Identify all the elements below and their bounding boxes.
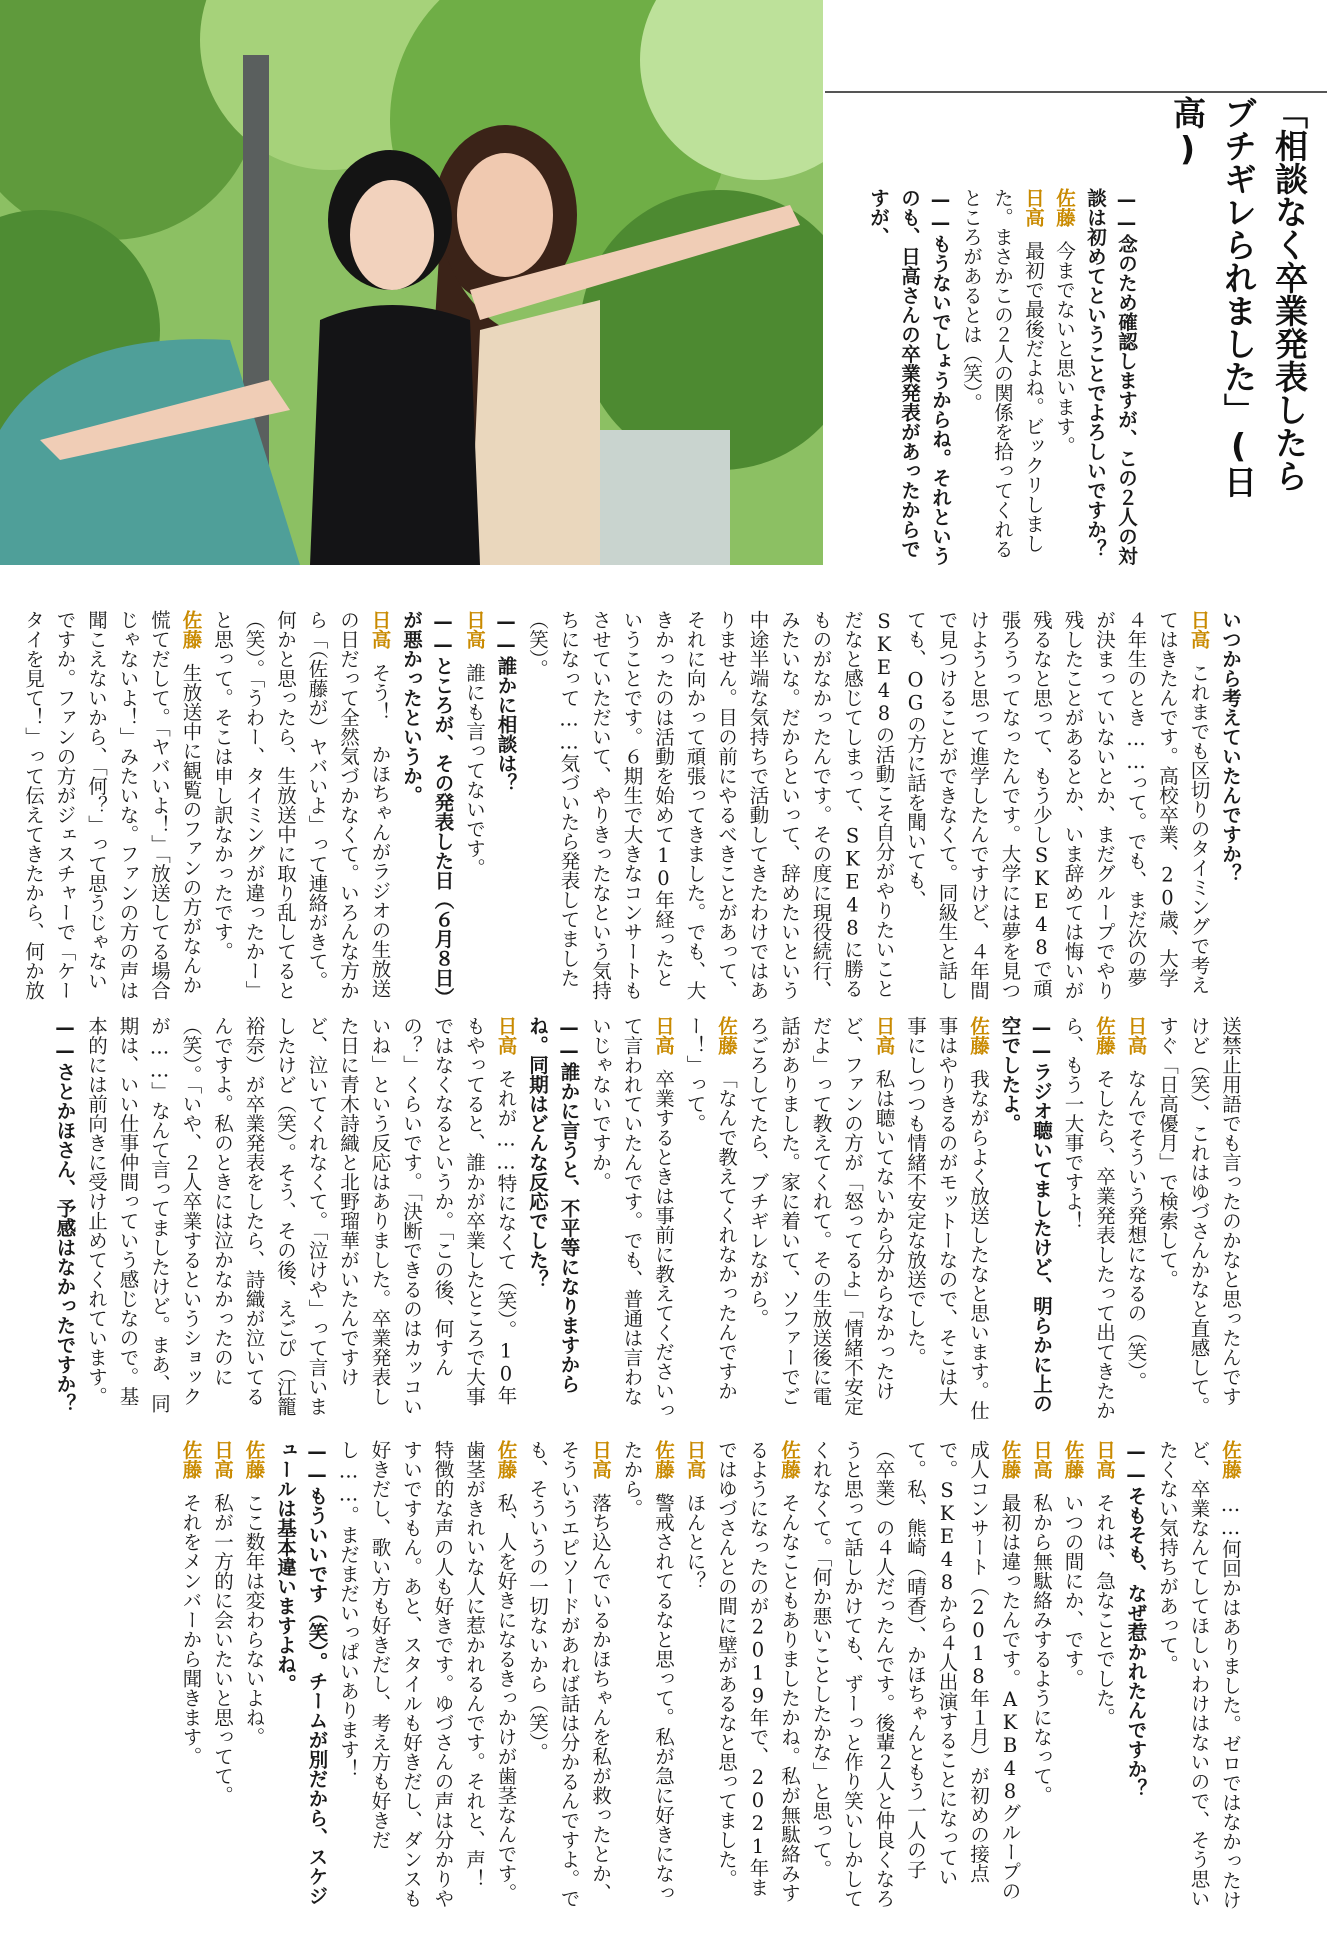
body-tier-3 — [78, 1440, 1246, 1910]
paragraph — [956, 188, 1049, 568]
photo — [0, 0, 823, 565]
speech-text: 私、人を好きになるきっかけが歯茎なんです。歯茎がきれいな人に惹かれるんです。それと、声！ 特徴的な声の人も好きです。ゆづさんの声は分かりやすいですもん。あと、スタイルも好きだし、ダンスも好きだし、歌い方も好きだし、考え方も好きだし……。まだまだいっぱいあります！ — [337, 1440, 518, 1908]
paragraph: 送禁止用語でも言ったのかなと思ったんですけど（笑）、これはゆづさんかなと直感して。すぐ「日高優月」で検索して。 — [1156, 1016, 1242, 1416]
paragraph — [238, 1440, 270, 1910]
speaker-label: 佐藤 — [967, 1016, 990, 1055]
paragraph — [616, 1440, 679, 1910]
paragraph — [805, 1440, 1026, 1910]
speech-text: それが……特になくて（笑）。10年もやってると、誰かが卒業したところで大事ではなくなるというか。「この後、何すんの？」くらいです。「決断できるのはカッコいいね」という反応はありました。卒業発表した日に青木詩織と北野瑠華がいたんですけど、泣いてくれなくて。「泣けや」って言いましたけど（笑）。そう、その後、えごぴ（江籠裕奈）が卒業発表をしたら、詩織が泣いてるんですよ。私のときには泣かなかったのに（笑）。「いや、２人卒業するというショックが……」なんて言ってましたけど。まあ、同期は、いい仕事仲間っていう感じなので。基本的には前向きに受け止めてくれています。 — [85, 1016, 518, 1416]
speaker-label: 佐藤 — [652, 1440, 675, 1479]
paragraph — [1049, 188, 1080, 568]
question: ——そもそも、なぜ惹かれたんですか？ — [1124, 1440, 1148, 1798]
speaker-label: 佐藤 — [494, 1440, 518, 1479]
speaker-label: 佐藤 — [778, 1440, 801, 1479]
speaker-label: 日高 — [872, 1016, 896, 1055]
speaker-label: 佐藤 — [242, 1440, 266, 1479]
paragraph — [679, 1440, 711, 1910]
question: ——さとかほさん、予感はなかったですか？ — [53, 1016, 77, 1413]
paragraph — [1057, 1440, 1089, 1910]
speech-text: ……何回かはありました。ゼロではなかったけど、卒業なんてしてほしいわけはないので、そう思いたくない気持ちがあって。 — [1156, 1440, 1242, 1910]
body-tier-1 — [22, 610, 1246, 1000]
speaker-label: 佐藤 — [1061, 1440, 1085, 1479]
photo-illustration — [0, 0, 823, 565]
speech-text: 今までないと思います。 — [1053, 241, 1076, 456]
paragraph — [1152, 1440, 1247, 1910]
speech-text: ほんとに？ — [683, 1493, 707, 1591]
paragraph — [1120, 1016, 1152, 1421]
speech-text: 落ち込んでいるかほちゃんを私が救ったとか、そういうエピソードがあれば話は分かるんですよ。でも、そういうの一切ないから（笑）。 — [526, 1440, 612, 1908]
question: ——ところが、その発表した日（６月８日）が悪かったというか。 — [400, 610, 455, 998]
speaker-label: 佐藤 — [1053, 188, 1076, 227]
paragraph — [1026, 1440, 1058, 1910]
speech-text: 最初は違ったんです。AKB48グループの成人コンサート（2018年１月）が初めの接点で。SKE48から４人出演することになっていて。私、熊崎（晴香）、かほちゃんともう一人の子（卒業）の４人だったんです。後輩２人と仲良くなろうと思って話しかけても、ずーっと作り笑いしかしてくれなくて。「何か悪いことしたかな」と思って。 — [809, 1440, 1022, 1908]
speech-text: 誰にも言ってないです。 — [463, 663, 486, 878]
paragraph — [18, 610, 207, 1000]
speech-text: 最初で最後だよね。ビックリしました。まさかこの２人の関係を拾ってくれるところがあるとは（笑）。 — [960, 188, 1045, 559]
headline-line2: ブチギレられました」(日高) — [1168, 96, 1258, 498]
body-tier-2 — [53, 1016, 1246, 1421]
speaker-label: 日高 — [368, 610, 392, 649]
paragraph — [711, 1440, 806, 1910]
speech-text: これまでも区切りのタイミングで考えてはきたんです。高校卒業、20歳、大学４年生のとき……って。でも、まだ次の夢が決まっていないとか、まだグループでやり残したことがあるとか、いま辞めては悔いが残るなと思って、もう少しSKE48で頑張ろうってなったんです。大学には夢を見つけようと思って進学したんですけど、４年間で見つけることができなくて。同級生と話しても、OGの方に話を聞いても、SKE48の活動こそ自分がやりたいことだなと感じてしまって、SKE48に勝るものがなかったんです。その度に現役続行、みたいな。だからといって、辞めたいという中途半端な気持ちで活動してきたわけではありません。目の前にやるべきことがあって、それに向かって頑張ってきました。でも、大きかったのは活動を始めて10年経ったということです。６期生で大きなコンサートもさせていただいて、やりきったなという気持ちになって……気づいたら発表してました（笑）。 — [526, 610, 1211, 1000]
speaker-label: 佐藤 — [715, 1016, 738, 1055]
speaker-label: 日高 — [683, 1440, 707, 1479]
speaker-label: 佐藤 — [998, 1440, 1022, 1479]
top-rule — [825, 91, 1327, 93]
speech-text: そんなこともありましたかね。私が無駄絡みするようになったのが2019年で、2021年まではゆづさんとの間に壁があるなと思ってました。 — [715, 1440, 801, 1903]
speaker-label: 日高 — [1187, 610, 1211, 649]
speech-text: 私は聴いてないから分からなかったけど、ファンの方が「怒ってるよ」「情緒不安定だよ」って教えてくれて。その生放送後に電話がありました。家に着いて、ソファーでごろごろしてたら、ブチギレながら。 — [746, 1016, 896, 1416]
speech-text: 卒業するときは事前に教えてくださいって言われていたんです。でも、普通は言わないじゃないですか。 — [589, 1016, 675, 1420]
paragraph — [585, 1016, 680, 1421]
headline — [1145, 96, 1315, 566]
speech-text: そう！ かほちゃんがラジオの生放送の日だって全然気づかなくて。いろんな方から「（佐藤が）ヤバいよ」って連絡がきて。何かと思ったら、生放送中に取り乱してると（笑）。「うわー、タイミングが違ったかー」と思って。そこは申し訳なかったです。 — [211, 610, 392, 1000]
speaker-label: 日高 — [463, 610, 486, 649]
paragraph — [900, 1016, 995, 1421]
speech-text: そしたら、卒業発表したって出てきたから、もう一大事ですよ！ — [1061, 1016, 1116, 1420]
question: いつから考えていたんですか？ — [1219, 610, 1242, 883]
speech-text: なんでそういう発想になるの（笑）。 — [1124, 1069, 1148, 1391]
speaker-label: 佐藤 — [179, 610, 203, 649]
paragraph — [1089, 1440, 1121, 1910]
speech-text: 私が一方的に会いたいと思ってて。 — [211, 1493, 234, 1805]
paragraph — [679, 1016, 742, 1421]
paragraph — [81, 1016, 522, 1421]
paragraph — [207, 610, 396, 1000]
speech-text: 私から無駄絡みするようになって。 — [1030, 1493, 1053, 1805]
paragraph — [522, 610, 1215, 1000]
paragraph — [742, 1016, 900, 1421]
speaker-label: 佐藤 — [1219, 1440, 1242, 1479]
speaker-label: 日高 — [1022, 188, 1045, 227]
speaker-label: 佐藤 — [179, 1440, 203, 1479]
speaker-label: 佐藤 — [1093, 1016, 1116, 1055]
speaker-label: 日高 — [211, 1440, 234, 1479]
question: ——もうないでしょうからね。それというのも、日高さんの卒業発表があったからですが、 — [867, 188, 952, 566]
question: ——もういいです（笑）。チームが別だから、スケジュールは基本違いますよね。 — [274, 1440, 329, 1906]
intro-block — [867, 188, 1142, 568]
speaker-label: 日高 — [1093, 1440, 1116, 1479]
headline-line1: 「相談なく卒業発表したら — [1270, 96, 1309, 492]
question: ——ラジオ聴いてましたけど、明らかに上の空でしたよ。 — [998, 1016, 1053, 1413]
paragraph — [175, 1440, 207, 1910]
speech-text: 警戒されてるなと思って。私が急に好きになったから。 — [620, 1440, 675, 1903]
speaker-label: 日高 — [589, 1440, 612, 1479]
paragraph — [207, 1440, 239, 1910]
speaker-label: 日高 — [494, 1016, 518, 1055]
paragraph — [459, 610, 491, 1000]
question: ——念のため確認しますが、この２人の対談は初めてということでよろしいですか？ — [1084, 188, 1138, 566]
speaker-label: 日高 — [1124, 1016, 1148, 1055]
question: ——誰かに言うと、不平等になりますからね。同期はどんな反応でした？ — [526, 1016, 581, 1394]
speech-text: それをメンバーから聞きます。 — [179, 1493, 203, 1766]
paragraph — [522, 1440, 617, 1910]
paragraph — [333, 1440, 522, 1910]
speech-text: 「なんで教えてくれなかったんですかー！」って。 — [683, 1016, 738, 1401]
paragraph — [1057, 1016, 1120, 1421]
question: ——誰かに相談は？ — [494, 610, 518, 793]
speaker-label: 日高 — [1030, 1440, 1053, 1479]
speech-text: 生放送中に観覧のファンの方がなんか慌てだして。「ヤバいよ！」「放送してる場合じゃないよ！」みたいな。ファンの方の声は聞こえないから、「何？」って思うじゃないですか。ファンの方がジェスチャーで「ケータイを見て！」って伝えてきたから、何か放 — [22, 610, 203, 1000]
speech-text: ここ数年は変わらないよね。 — [242, 1493, 266, 1747]
speech-text: それは、急なことでした。 — [1093, 1493, 1116, 1727]
speech-text: いつの間にか、です。 — [1061, 1493, 1085, 1688]
speaker-label: 日高 — [652, 1016, 675, 1055]
speech-text: 我ながらよく放送したなと思います。仕事はやりきるのがモットーなので、そこは大事にしつつも情緒不安定な放送でした。 — [904, 1016, 990, 1420]
